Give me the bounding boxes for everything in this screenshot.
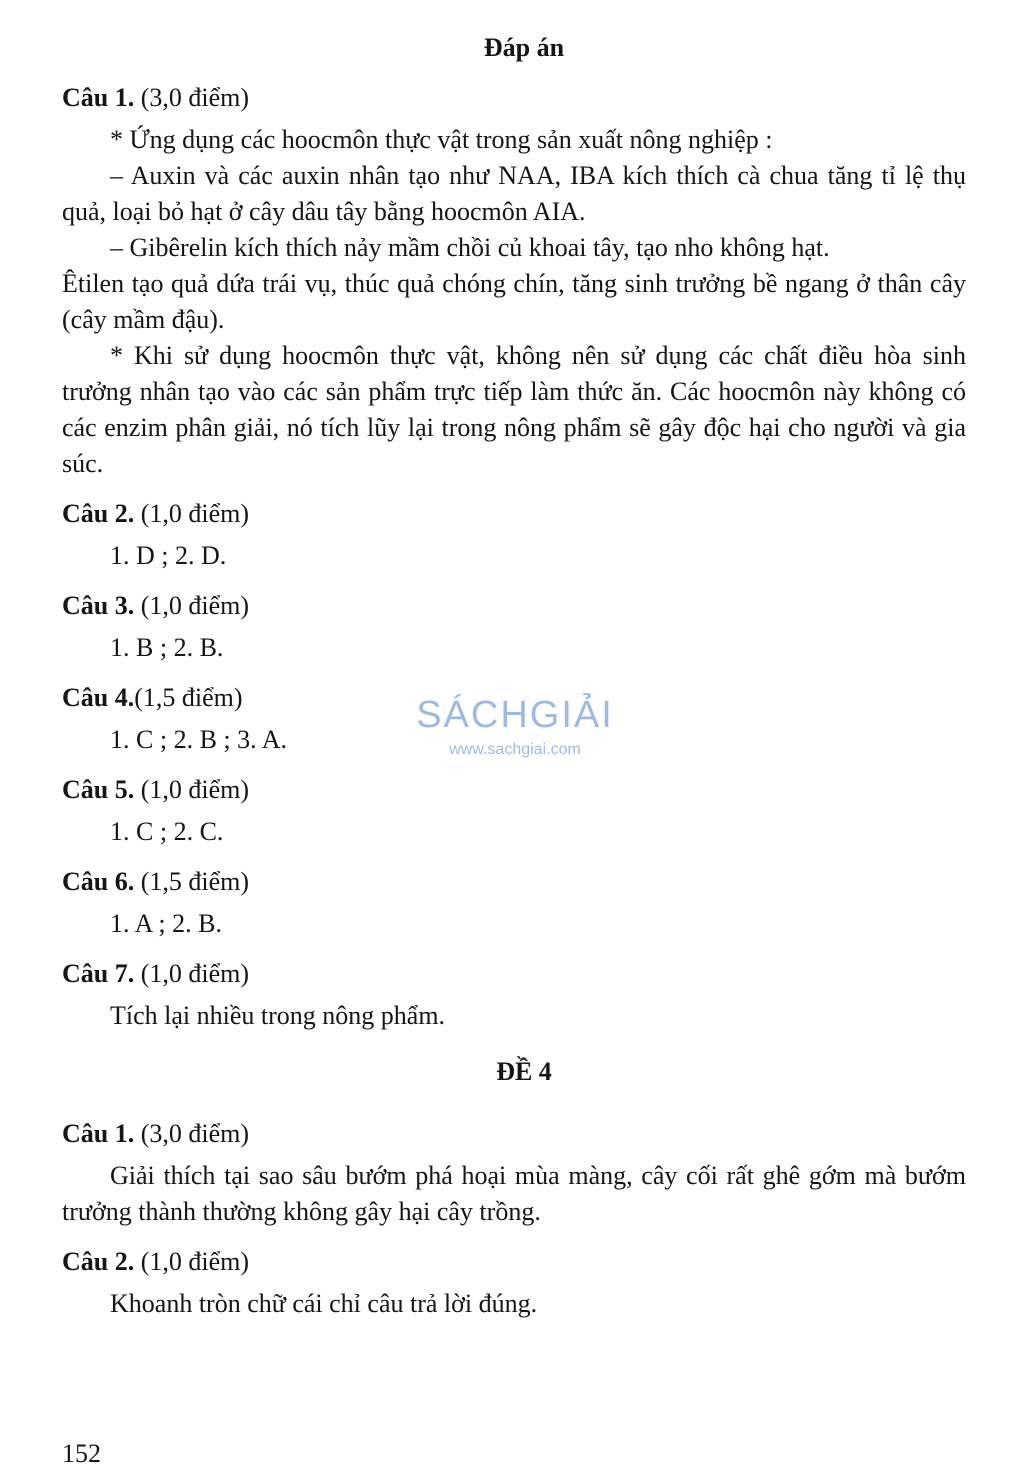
answer-2-text: 1. D ; 2. D. [110,541,227,570]
answer-4-title: Câu 4. [62,683,135,712]
answer-4-text: 1. C ; 2. B ; 3. A. [110,725,287,754]
answer-6 [62,864,966,942]
answer-1-paragraph-4: Êtilen tạo quả dứa trái vụ, thúc quả chóng chín, tăng sinh trưởng bề ngang ở thân cây (cây mầm đậu). [62,269,966,334]
answer-5-points: (1,0 điểm) [140,775,250,804]
answer-1-paragraph-2: – Auxin và các auxin nhân tạo như NAA, IBA kích thích cà chua tăng tỉ lệ thụ quả, loại bỏ hạt ở cây dâu tây bằng hoocmôn AIA. [62,161,966,226]
answer-1-title: Câu 1. [62,83,135,112]
answer-7-title: Câu 7. [62,959,135,988]
exam-4-question-1-header [62,1116,966,1152]
exam-4-question-1 [62,1116,966,1230]
answer-6-title: Câu 6. [62,867,135,896]
exam-4-question-2 [62,1244,966,1322]
answer-4 [62,680,966,758]
answer-2-header [62,496,966,532]
answer-3-points: (1,0 điểm) [140,591,250,620]
watermark-url: www.sachgiai.com [449,741,581,758]
exam-4-question-2-points: (1,0 điểm) [140,1247,250,1276]
answers-heading: Đáp án [483,33,565,62]
exam-4-question-2-header [62,1244,966,1280]
answer-7-header [62,956,966,992]
answer-6-header [62,864,966,900]
answer-3 [62,588,966,666]
answer-5-text: 1. C ; 2. C. [110,817,224,846]
exam-4-question-1-text: Giải thích tại sao sâu bướm phá hoại mùa màng, cây cối rất ghê gớm mà bướm trưởng thành thường không gây hại cây trồng. [62,1161,966,1226]
answer-2-title: Câu 2. [62,499,135,528]
answer-2 [62,496,966,574]
answer-1-paragraph-3: – Gibêrelin kích thích nảy mầm chồi củ khoai tây, tạo nho không hạt. [110,233,830,262]
answer-4-header [62,680,966,716]
answer-5-header [62,772,966,808]
page-number: 152 [62,1439,101,1468]
answer-6-points: (1,5 điểm) [140,867,250,896]
exam-4-question-2-text: Khoanh tròn chữ cái chỉ câu trả lời đúng. [110,1289,538,1318]
answer-4-points: (1,5 điểm) [134,683,243,712]
answer-5 [62,772,966,850]
exam-4-question-1-title: Câu 1. [62,1119,135,1148]
answer-3-title: Câu 3. [62,591,135,620]
answer-7-text: Tích lại nhiều trong nông phẩm. [110,1001,446,1030]
answer-7 [62,956,966,1034]
answer-1-points: (3,0 điểm) [140,83,250,112]
watermark-logo: SÁCHGIẢI [416,694,614,736]
answer-1-paragraph-5: * Khi sử dụng hoocmôn thực vật, không nên sử dụng các chất điều hòa sinh trưởng nhân tạo vào các sản phẩm trực tiếp làm thức ăn. Các hoocmôn này không có các enzim phân giải, nó tích lũy lại trong nông phẩm sẽ gây độc hại cho người và gia súc. [62,341,966,478]
exam-4-heading: ĐỀ 4 [496,1057,552,1086]
exam-4-question-2-title: Câu 2. [62,1247,135,1276]
exam-4-question-1-points: (3,0 điểm) [140,1119,250,1148]
answer-5-title: Câu 5. [62,775,135,804]
answer-1 [62,80,966,482]
answer-3-header [62,588,966,624]
answer-3-text: 1. B ; 2. B. [110,633,224,662]
answer-7-points: (1,0 điểm) [140,959,250,988]
answer-2-points: (1,0 điểm) [140,499,250,528]
answer-1-paragraph-1: * Ứng dụng các hoocmôn thực vật trong sản xuất nông nghiệp : [110,125,773,154]
answer-6-text: 1. A ; 2. B. [110,909,222,938]
answer-1-header [62,80,966,116]
